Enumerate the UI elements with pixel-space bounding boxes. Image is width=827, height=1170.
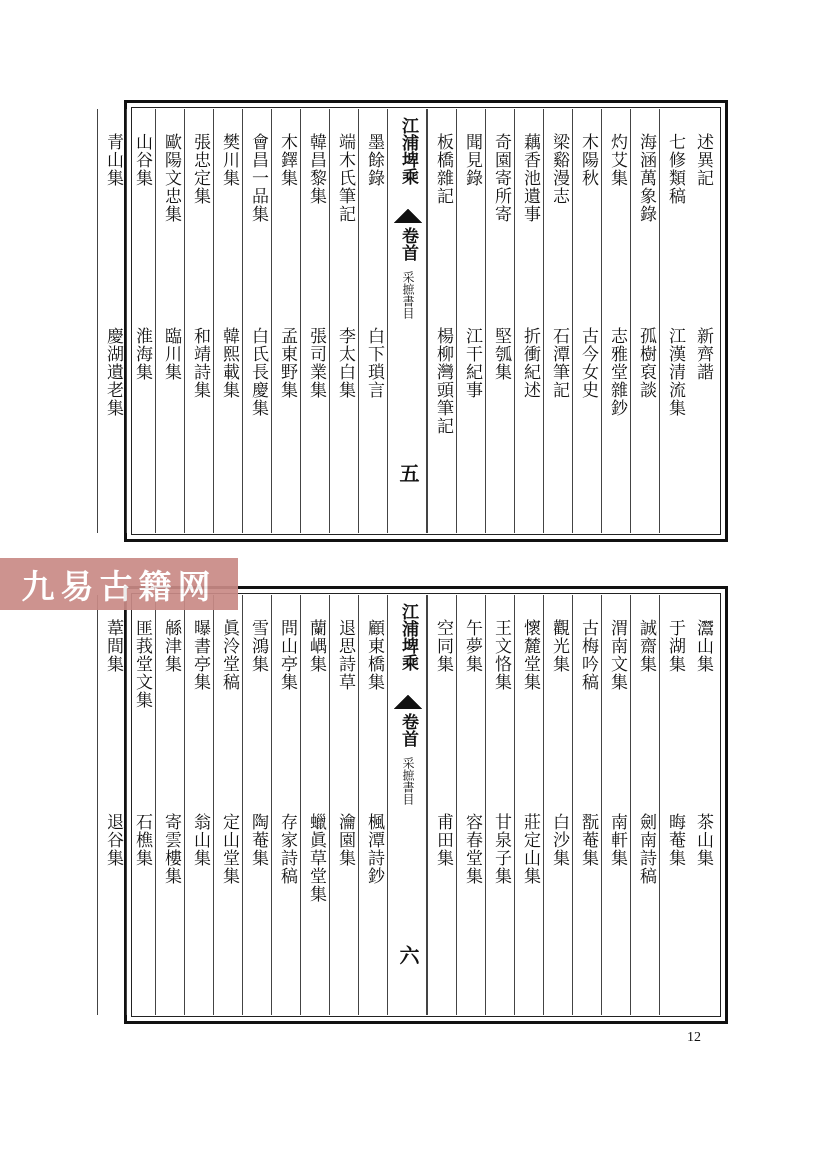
top-page-book-title-entry: 青山集 (103, 133, 123, 187)
top-page-left-column (329, 109, 358, 533)
top-page-book-title-entry: 木陽秋 (578, 133, 598, 187)
top-page-left-column (155, 109, 184, 533)
bottom-page-left-column (155, 595, 184, 1015)
top-page-book-title-entry: 述異記 (693, 133, 713, 187)
top-page-book-title-entry: 白氏長慶集 (248, 327, 268, 417)
bottom-page-book-title-entry: 空同集 (433, 619, 453, 673)
top-page-right-column (543, 109, 572, 533)
bottom-page-book-title-entry: 甫田集 (433, 813, 453, 867)
bottom-page-book-title-entry: 匪莪堂文集 (132, 619, 152, 709)
top-page-block (103, 100, 728, 542)
top-page-book-title-entry: 歐陽文忠集 (161, 133, 181, 223)
top-page-book-title-entry: 聞見錄 (462, 133, 482, 187)
top-page-right-column (456, 109, 485, 533)
top-page-leaf-number: 五 (396, 463, 420, 483)
bottom-page-book-title-entry: 曝書亭集 (190, 619, 210, 691)
bottom-page-center-fold-column (387, 595, 427, 1015)
top-page-book-title-entry: 新齊諧 (693, 327, 713, 381)
top-page-center-fold-column (387, 109, 427, 533)
bottom-page-book-title-entry: 退思詩草 (335, 619, 355, 691)
bottom-page-right-column (514, 595, 543, 1015)
bottom-page-book-title-entry: 雪鴻集 (248, 619, 268, 673)
watermark-banner (0, 558, 238, 610)
top-page-book-title-entry: 志雅堂雜鈔 (607, 327, 627, 417)
top-page-right-column (630, 109, 659, 533)
top-page-book-title-entry: 孟東野集 (277, 327, 297, 399)
top-page-book-title-entry: 江干紀事 (462, 327, 482, 399)
top-page-book-title-entry: 韓昌黎集 (306, 133, 326, 205)
bottom-page-right-column (659, 595, 688, 1015)
top-page-right-column (572, 109, 601, 533)
bottom-page-book-title-entry: 問山亭集 (277, 619, 297, 691)
bottom-page-book-title-entry: 于湖集 (665, 619, 685, 673)
bottom-page-book-title-entry: 古梅吟稿 (578, 619, 598, 691)
bottom-page-block (103, 586, 728, 1024)
bottom-page-book-title-entry: 石樵集 (132, 813, 152, 867)
bottom-page-left-column (97, 595, 126, 1015)
bottom-page-book-title-entry: 容春堂集 (462, 813, 482, 885)
top-page-book-title-entry: 堅瓠集 (491, 327, 511, 381)
bottom-page-book-title-entry: 茶山集 (693, 813, 713, 867)
top-page-book-title-entry: 古今女史 (578, 327, 598, 399)
top-page-book-title-entry: 淮海集 (132, 327, 152, 381)
top-page-book-title-entry: 白下瑣言 (364, 327, 384, 399)
top-page-running-title: 江浦埤乘 (398, 117, 418, 185)
bottom-page-left-column (126, 595, 155, 1015)
bottom-page-book-title-entry: 瀹園集 (335, 813, 355, 867)
bottom-page-book-title-entry: 蠟眞草堂集 (306, 813, 326, 903)
bottom-page-book-title-entry: 眞泠堂稿 (219, 619, 239, 691)
bottom-page-fishtail-mark (394, 695, 422, 709)
top-page-book-title-entry: 墨餘錄 (364, 133, 384, 187)
bottom-page-left-column (329, 595, 358, 1015)
top-page-section-label: 采摭書目 (401, 271, 415, 319)
bottom-page-book-title-entry: 渭南文集 (607, 619, 627, 691)
bottom-page-book-title-entry: 蘭嵎集 (306, 619, 326, 673)
top-page-book-title-entry: 張司業集 (306, 327, 326, 399)
bottom-page-left-column (300, 595, 329, 1015)
bottom-page-book-title-entry: 翁山集 (190, 813, 210, 867)
top-page-book-title-entry: 張忠定集 (190, 133, 210, 205)
bottom-page-book-title-entry: 定山堂集 (219, 813, 239, 885)
bottom-page-section-label: 采摭書目 (401, 757, 415, 805)
bottom-page-volume-label: 卷首 (398, 713, 418, 747)
top-page-right-column (427, 109, 456, 533)
top-page-left-column (358, 109, 387, 533)
top-page-left-column (300, 109, 329, 533)
top-page-book-title-entry: 山谷集 (132, 133, 152, 187)
bottom-page-left-column (358, 595, 387, 1015)
bottom-page-book-title-entry: 劍南詩稿 (636, 813, 656, 885)
top-page-book-title-entry: 奇園寄所寄 (491, 133, 511, 223)
top-page-book-title-entry: 楊柳灣頭筆記 (433, 327, 453, 435)
bottom-page-right-column (456, 595, 485, 1015)
bottom-page-book-title-entry: 甘泉子集 (491, 813, 511, 885)
bottom-page-right-column (485, 595, 514, 1015)
bottom-page-right-column (572, 595, 601, 1015)
top-page-book-title-entry: 慶湖遺老集 (103, 327, 123, 417)
bottom-page-book-title-entry: 午夢集 (462, 619, 482, 673)
top-page-book-title-entry: 梁谿漫志 (549, 133, 569, 205)
top-page-book-title-entry: 會昌一品集 (248, 133, 268, 223)
bottom-page-left-column (242, 595, 271, 1015)
top-page-left-column (126, 109, 155, 533)
top-page-left-column (271, 109, 300, 533)
bottom-page-right-column (601, 595, 630, 1015)
top-page-book-title-entry: 海涵萬象錄 (636, 133, 656, 223)
top-page-book-title-entry: 樊川集 (219, 133, 239, 187)
bottom-page-book-title-entry: 王文恪集 (491, 619, 511, 691)
top-page-book-title-entry: 藕香池遺事 (520, 133, 540, 223)
bottom-page-book-title-entry: 存家詩稿 (277, 813, 297, 885)
bottom-page-book-title-entry: 緜津集 (161, 619, 181, 673)
page-number: 12 (687, 1030, 701, 1045)
top-page-book-title-entry: 灼艾集 (607, 133, 627, 187)
bottom-page-left-column (184, 595, 213, 1015)
bottom-page-book-title-entry: 翫菴集 (578, 813, 598, 867)
top-page-book-title-entry: 七修類稿 (665, 133, 685, 205)
bottom-page-book-title-entry: 退谷集 (103, 813, 123, 867)
bottom-page-book-title-entry: 寄雲樓集 (161, 813, 181, 885)
bottom-page-book-title-entry: 灊山集 (693, 619, 713, 673)
top-page-book-title-entry: 韓熙載集 (219, 327, 239, 399)
watermark-text: 九易古籍网 (21, 566, 217, 606)
top-page-left-column (97, 109, 126, 533)
top-page-right-column (601, 109, 630, 533)
top-page-right-column (485, 109, 514, 533)
top-page-right-column (514, 109, 543, 533)
top-page-book-title-entry: 端木氏筆記 (335, 133, 355, 223)
bottom-page-book-title-entry: 陶菴集 (248, 813, 268, 867)
bottom-page-book-title-entry: 葦間集 (103, 619, 123, 673)
top-page-right-column (659, 109, 688, 533)
top-page-fishtail-mark (394, 209, 422, 223)
top-page-book-title-entry: 木鐸集 (277, 133, 297, 187)
bottom-page-left-column (213, 595, 242, 1015)
top-page-book-title-entry: 江漢清流集 (665, 327, 685, 417)
bottom-page-book-title-entry: 楓潭詩鈔 (364, 813, 384, 885)
bottom-page-right-column (427, 595, 456, 1015)
bottom-page-book-title-entry: 懷麓堂集 (520, 619, 540, 691)
bottom-page-book-title-entry: 觀光集 (549, 619, 569, 673)
bottom-page-leaf-number: 六 (396, 945, 420, 965)
top-page-volume-label: 卷首 (398, 227, 418, 261)
top-page-book-title-entry: 石潭筆記 (549, 327, 569, 399)
bottom-page-book-title-entry: 莊定山集 (520, 813, 540, 885)
bottom-page-running-title: 江浦埤乘 (398, 603, 418, 671)
top-page-left-column (184, 109, 213, 533)
bottom-page-right-column (630, 595, 659, 1015)
bottom-page-book-title-entry: 誠齋集 (636, 619, 656, 673)
top-page-left-column (242, 109, 271, 533)
bottom-page-book-title-entry: 顧東橋集 (364, 619, 384, 691)
top-page-left-column (213, 109, 242, 533)
top-page-book-title-entry: 臨川集 (161, 327, 181, 381)
top-page-book-title-entry: 孤樹裒談 (636, 327, 656, 399)
bottom-page-book-title-entry: 晦菴集 (665, 813, 685, 867)
bottom-page-right-column (543, 595, 572, 1015)
bottom-page-left-column (271, 595, 300, 1015)
bottom-page-book-title-entry: 白沙集 (549, 813, 569, 867)
top-page-book-title-entry: 折衝紀述 (520, 327, 540, 399)
bottom-page-right-column (688, 595, 717, 1015)
bottom-page-book-title-entry: 南軒集 (607, 813, 627, 867)
top-page-book-title-entry: 李太白集 (335, 327, 355, 399)
top-page-book-title-entry: 和靖詩集 (190, 327, 210, 399)
top-page-book-title-entry: 板橋雜記 (433, 133, 453, 205)
top-page-right-column (688, 109, 717, 533)
